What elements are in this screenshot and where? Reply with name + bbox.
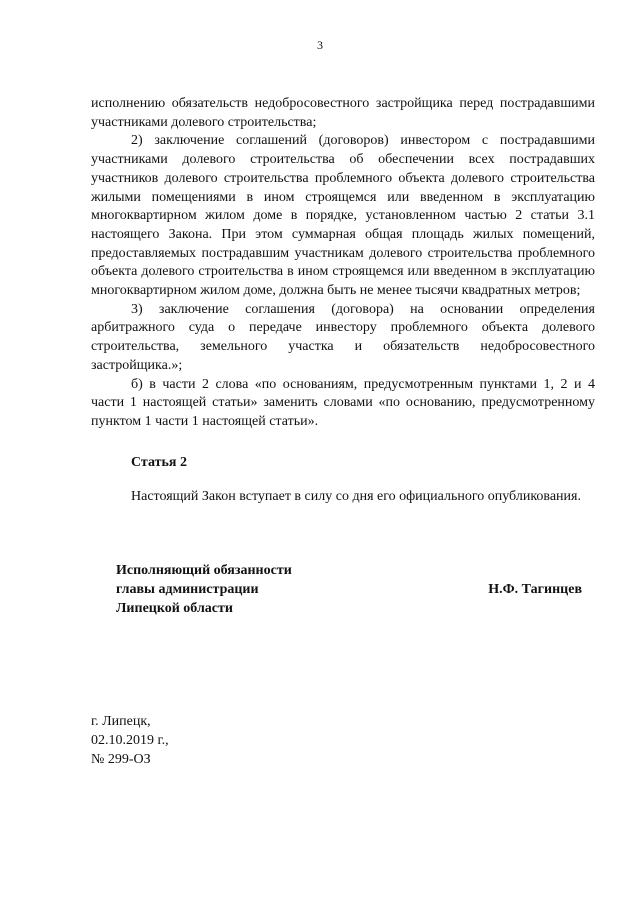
document-footer [91, 712, 169, 769]
article-2-text: Настоящий Закон вступает в силу со дня его официального опубликования. [131, 489, 581, 505]
footer-city: г. Липецк, [91, 714, 151, 729]
signature-position-line-1: Исполняющий обязанности [116, 563, 292, 578]
signatory-name: Н.Ф. Тагинцев [488, 582, 582, 597]
paragraph-continuation: исполнению обязательств недобросовестного застройщика перед пострадавшими участниками долевого строительства; [91, 96, 595, 130]
signature-block [116, 561, 596, 618]
paragraph-item-2: 2) заключение соглашений (договоров) инвестором с пострадавшими участниками долевого строительства об обеспечении всех пострадавших участников долевого строительства проблемного объекта долевого строительства жилыми помещениями в ином строящемся или введенном в эксплуатацию многоквартирном жилом доме в порядке, установленном частью 2 статьи 3.1 настоящего Закона. При этом суммарная общая площадь жилых помещений, предоставляемых пострадавшим участникам долевого строительства проблемного объекта долевого строительства в ином строящемся или введенном в эксплуатацию многоквартирном жилом доме, должна быть не менее тысячи квадратных метров; [91, 133, 595, 299]
signature-position-line-2: главы администрации [116, 582, 259, 597]
paragraph-item-b: б) в части 2 слова «по основаниям, предусмотренным пунктами 1, 2 и 4 части 1 настоящей статьи» заменить словами «по основанию, предусмотренному пунктом 1 части 1 настоящей статьи». [91, 376, 595, 429]
footer-law-number: № 299-ОЗ [91, 752, 151, 767]
signature-position-line-3: Липецкой области [116, 601, 233, 616]
footer-date: 02.10.2019 г., [91, 733, 169, 748]
document-body [91, 95, 595, 507]
paragraph-item-3: 3) заключение соглашения (договора) на основании определения арбитражного суда о передаче инвестору проблемного объекта долевого строительства, земельного участка и обязательств недобросовестного застройщика.»; [91, 301, 595, 373]
article-2-title: Статья 2 [131, 454, 187, 470]
page-number: 3 [317, 38, 323, 52]
